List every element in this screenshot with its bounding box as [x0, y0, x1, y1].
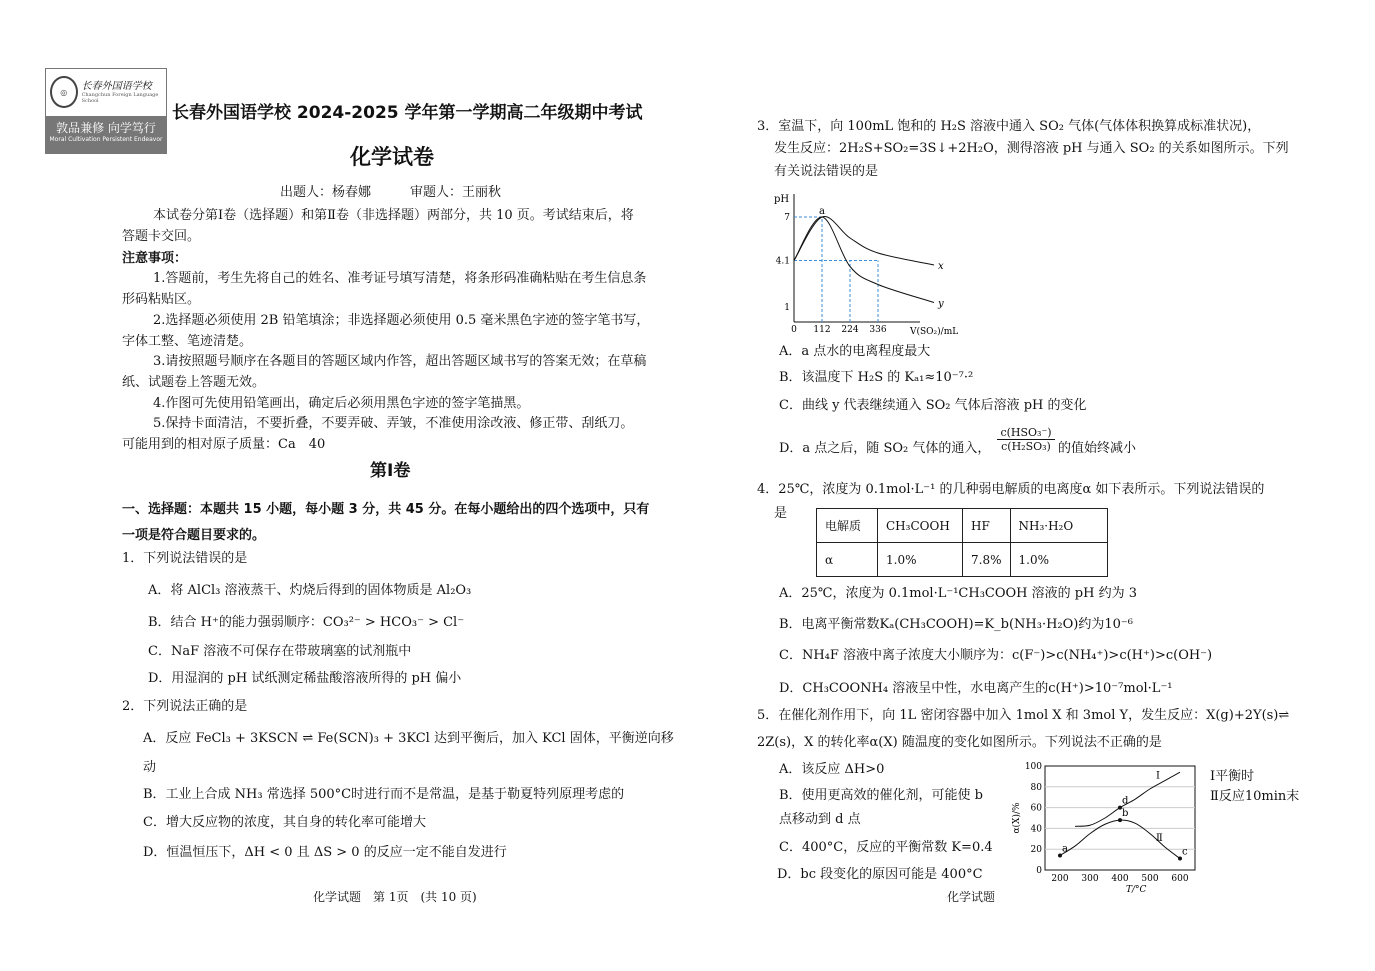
notice-2a: 2.选择题必须使用 2B 铅笔填涂；非选择题必须使用 0.5 毫米黑色字迹的签字笔书写， [153, 313, 650, 328]
q3-fraction-numerator: c(HSO₃⁻) [1000, 426, 1052, 439]
q5-stem-1: 5．在催化剂作用下，向 1L 密闭容器中加入 1mol X 和 3mol Y，发生反应：X(g)+2Y(s)⇌ [757, 708, 1290, 723]
q5-option-c: C．400°C，反应的平衡常数 K=0.4 [779, 840, 993, 855]
y-tick-label: 7 [784, 213, 790, 223]
q5-legend-2: Ⅱ反应10min末 [1210, 789, 1300, 804]
volume-heading: 第Ⅰ卷 [370, 461, 411, 481]
footer-page-left: 化学试题 第 1页 (共 10 页) [313, 890, 477, 904]
series-label: x [938, 261, 944, 272]
series-line-x [794, 217, 934, 265]
notice-title: 注意事项： [122, 251, 188, 266]
q3-option-b: B．该温度下 H₂S 的 Kₐ₁≈10⁻⁷·² [779, 370, 974, 385]
x-tick-label: 500 [1141, 874, 1159, 884]
point-label: c [1182, 846, 1188, 858]
notice-4: 4.作图可先使用铅笔画出，确定后必须用黑色字迹的签字笔描黑。 [153, 396, 530, 411]
q3-ph-chart [770, 188, 970, 338]
table-row [817, 543, 1108, 577]
table-cell: 电解质 [817, 509, 878, 543]
notice-1b: 形码粘贴区。 [122, 292, 201, 307]
point-label: a [819, 206, 825, 217]
x-tick-label: 0 [791, 325, 797, 335]
q2-option-c: C．增大反应物的浓度，其自身的转化率可能增大 [143, 815, 426, 830]
footer-page-right: 化学试题 [947, 890, 996, 904]
q5-option-b-line2: 点移动到 d 点 [779, 812, 861, 827]
table-cell: HF [963, 509, 1011, 543]
q3-option-d-tail: 的值始终减小 [1058, 441, 1137, 456]
logo-motto: 敦品兼修 向学笃行 [56, 121, 156, 135]
q3-stem-1: 3．室温下，向 100mL 饱和的 H₂S 溶液中通入 SO₂ 气体(气体体积换算成标准状况)， [757, 119, 1261, 134]
q4-option-c: C．NH₄F 溶液中离子浓度大小顺序为：c(F⁻)>c(NH₄⁺)>c(H⁺)>c(OH⁻) [779, 648, 1213, 663]
x-tick-label: 600 [1171, 874, 1189, 884]
point-label: a [1062, 843, 1068, 855]
y-tick-label: 80 [1030, 782, 1042, 793]
q4-option-d: D．CH₃COONH₄ 溶液呈中性，水电离产生的c(H⁺)>10⁻⁷mol·L⁻¹ [779, 681, 1173, 696]
q1-stem: 1．下列说法错误的是 [122, 551, 248, 566]
q5-legend-1: Ⅰ平衡时 [1210, 769, 1255, 784]
y-tick-label: 4.1 [775, 256, 790, 267]
y-axis-label: pH [774, 194, 790, 205]
x-axis-label: T/°C [1126, 885, 1147, 895]
y-tick-label: 100 [1024, 762, 1042, 772]
q3-option-a: A．a 点水的电离程度最大 [779, 344, 931, 359]
table-cell: α [817, 543, 878, 577]
table-cell: 1.0% [1010, 543, 1107, 577]
table-cell: CH₃COOH [878, 509, 963, 543]
notice-1a: 1.答题前，考生先将自己的姓名、准考证号填写清楚，将条形码准确粘贴在考生信息条 [153, 271, 647, 286]
q3-stem-2: 发生反应：2H₂S+SO₂=3S↓+2H₂O，测得溶液 pH 与通入 SO₂ 的关系如图所示。下列 [774, 141, 1289, 156]
section-heading-2: 一项是符合题目要求的。 [122, 528, 266, 543]
section-heading-1: 一、选择题：本题共 15 小题，每小题 3 分，共 45 分。在每小题给出的四个选项中，只有 [122, 502, 650, 517]
authors: 出题人：杨春娜 审题人：王丽秋 [280, 185, 502, 200]
table-cell: NH₃·H₂O [1010, 509, 1107, 543]
logo-motto-en: Moral Cultivation Persistent Endeavor [49, 136, 163, 143]
x-tick-label: 400 [1111, 874, 1129, 884]
series-line-y [794, 217, 934, 303]
notice-3b: 纸、试题卷上答题无效。 [122, 375, 266, 390]
q5-stem-2: 2Z(s)，X 的转化率α(X) 随温度的变化如图所示。下列说法不正确的是 [757, 735, 1162, 750]
q1-option-b: B．结合 H⁺的能力强弱顺序：CO₃²⁻ > HCO₃⁻ > Cl⁻ [148, 615, 465, 630]
series-label: Ⅰ [1156, 770, 1160, 782]
logo-school-name-en: Changchun Foreign Language School [81, 91, 159, 104]
intro-line-1: 本试卷分第Ⅰ卷（选择题）和第Ⅱ卷（非选择题）两部分，共 10 页。考试结束后，将 [153, 208, 634, 223]
point-label: b [1122, 808, 1129, 820]
q1-option-d: D．用湿润的 pH 试纸测定稀盐酸溶液所得的 pH 偏小 [148, 671, 462, 686]
q5-option-d: D．bc 段变化的原因可能是 400°C [777, 867, 983, 882]
q4-stem-2: 是 [774, 506, 788, 521]
y-tick-label: 20 [1030, 845, 1042, 856]
ionization-table [816, 508, 1108, 577]
q5-option-b-line1: B．使用更高效的催化剂，可能使 b [779, 788, 984, 803]
logo-school-name: 长春外国语学校 [81, 80, 152, 92]
series-label: Ⅱ [1156, 832, 1163, 844]
table-cell: 7.8% [963, 543, 1011, 577]
q2-stem: 2．下列说法正确的是 [122, 699, 248, 714]
table-header-row [817, 509, 1108, 543]
notice-5: 5.保持卡面清洁，不要折叠，不要弄破、弄皱，不准使用涂改液、修正带、刮纸刀。 [153, 416, 634, 431]
subject-title: 化学试卷 [350, 145, 434, 169]
school-logo [45, 68, 167, 154]
q3-stem-3: 有关说法错误的是 [774, 164, 879, 179]
q4-option-b: B．电离平衡常数Kₐ(CH₃COOH)=K_b(NH₃·H₂O)约为10⁻⁶ [779, 617, 1133, 632]
q3-option-d: D．a 点之后，随 SO₂ 气体的通入， [779, 441, 991, 456]
notice-3a: 3.请按照题号顺序在各题目的答题区域内作答，超出答题区域书写的答案无效；在草稿 [153, 354, 647, 369]
y-tick-label: 40 [1030, 824, 1042, 835]
school-seal-icon: ◎ [50, 76, 78, 108]
x-tick-label: 300 [1081, 874, 1099, 884]
q5-option-a: A．该反应 ΔH>0 [779, 762, 885, 777]
y-axis-label: α(X)/% [1012, 802, 1022, 834]
y-tick-label: 1 [784, 303, 790, 313]
intro-line-2: 答题卡交回。 [122, 229, 201, 244]
table-cell: 1.0% [878, 543, 963, 577]
q3-option-c: C．曲线 y 代表继续通入 SO₂ 气体后溶液 pH 的变化 [779, 398, 1087, 413]
series-label: y [938, 298, 944, 310]
q2-option-a-line2: 动 [143, 760, 157, 775]
x-tick-label: 224 [841, 325, 859, 335]
q5-conversion-chart [1005, 758, 1205, 898]
q1-option-c: C．NaF 溶液不可保存在带玻璃塞的试剂瓶中 [148, 644, 412, 659]
q3-fraction-denominator: c(H₂SO₃) [997, 439, 1055, 453]
q4-stem-1: 4．25℃，浓度为 0.1mol·L⁻¹ 的几种弱电解质的电离度α 如下表所示。下列说法错误的 [757, 482, 1265, 497]
y-tick-label: 60 [1030, 803, 1042, 814]
x-tick-label: 336 [869, 325, 887, 335]
x-axis-label: V(SO₂)/mL [910, 327, 959, 337]
q1-option-a: A．将 AlCl₃ 溶液蒸干、灼烧后得到的固体物质是 Al₂O₃ [148, 583, 472, 598]
q3-fraction [997, 426, 1055, 453]
q4-option-a: A．25℃，浓度为 0.1mol·L⁻¹CH₃COOH 溶液的 pH 约为 3 [779, 586, 1137, 601]
y-tick-label: 0 [1036, 866, 1042, 876]
exam-title: 长春外国语学校 2024-2025 学年第一学期高二年级期中考试 [172, 103, 643, 123]
atomic-mass: 可能用到的相对原子质量：Ca 40 [122, 437, 326, 452]
q2-option-b: B．工业上合成 NH₃ 常选择 500°C时进行而不是常温，是基于勒夏特列原理考虑的 [143, 787, 625, 802]
notice-2b: 字体工整、笔迹清楚。 [122, 334, 253, 349]
x-tick-label: 112 [813, 325, 831, 335]
point-label: d [1122, 795, 1129, 807]
q2-option-d: D．恒温恒压下，ΔH < 0 且 ΔS > 0 的反应一定不能自发进行 [143, 845, 507, 860]
x-tick-label: 200 [1051, 874, 1069, 884]
q2-option-a-line1: A．反应 FeCl₃ + 3KSCN ⇌ Fe(SCN)₃ + 3KCl 达到平衡后，加入 KCl 固体，平衡逆向移 [143, 731, 674, 746]
